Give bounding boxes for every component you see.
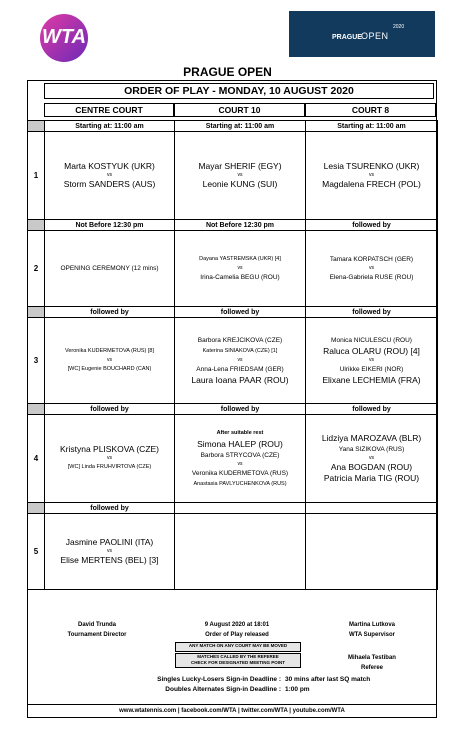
player-name: Barbora KREJCIKOVA (CZE) [197,337,283,344]
start-time-label: Not Before 12:30 pm [175,220,306,231]
versus-label: vs [237,460,243,467]
time-row [28,220,438,231]
wta-logo-text: WTA [41,26,87,48]
match-cell-content [45,161,174,190]
start-time-label [306,503,438,514]
match-cell-content [175,428,305,490]
time-row [28,503,438,514]
court-header-court10: COURT 10 [174,103,305,117]
wta-logo [26,12,102,64]
versus-label: vs [369,455,374,461]
match-cell [306,318,438,404]
player-name: Monica NICULESCU (ROU) [331,337,412,344]
player-name: Katerina SINIAKOVA (CZE) [1] [202,348,278,354]
row-num-spacer [28,220,45,231]
player-name: Leonie KUNG (SUI) [202,179,278,189]
match-cell-content [306,161,437,190]
versus-label: vs [369,357,374,363]
player-name: Simona HALEP (ROU) [197,438,283,449]
prague-logo-year: 2020 [393,24,405,30]
match-cell-content [306,433,437,484]
released-label: Order of Play released [205,632,269,638]
referee-note [175,653,301,668]
match-row [28,231,438,307]
player-name: Dayana YASTREMSKA (UKR) [4] [199,256,281,262]
player-name: Elixane LECHEMIA (FRA) [322,375,421,385]
versus-label: vs [107,455,112,461]
match-number: 5 [28,514,45,590]
row-num-spacer [28,404,45,415]
player-name: Irina-Camelia BEGU (ROU) [200,274,280,281]
player-name: Lidziya MAROZAVA (BLR) [321,433,422,443]
player-name: Ulrikke EIKERI (NOR) [339,366,404,373]
start-time-label: followed by [175,307,306,318]
match-row [28,514,438,590]
versus-label: vs [237,172,243,178]
player-name: Mayar SHERIF (EGY) [198,161,282,171]
row-num-spacer [28,307,45,318]
match-cell-content [306,254,437,283]
match-cell-content [175,335,305,386]
doubles-deadline-label: Doubles Alternates Sign-in Deadline : [165,686,281,693]
moved-note: ANY MATCH ON ANY COURT MAY BE MOVED [175,642,301,652]
match-cell [175,231,306,307]
player-name: Kristyna PLISKOVA (CZE) [59,444,160,454]
match-cell [175,318,306,404]
prague-logo-text: PRAGUE [332,34,362,41]
doubles-deadline-value: 1:00 pm [285,686,310,693]
player-name: Anna-Lena FRIEDSAM (GER) [196,366,284,373]
start-time-label: followed by [45,307,175,318]
schedule-table [27,120,438,590]
match-cell [45,318,175,404]
player-name: Veronika KUDERMETOVA (RUS) [8] [64,348,155,354]
versus-label: vs [107,172,112,178]
start-time-label: followed by [306,404,438,415]
start-time-label: followed by [45,404,175,415]
match-cell [45,415,175,503]
start-time-label: Starting at: 11:00 am [45,121,175,132]
match-cell-content [306,335,437,386]
match-cell [306,231,438,307]
match-cell [45,132,175,220]
player-name: Patricia Maria TIG (ROU) [323,473,420,483]
player-name: Raluca OLARU (ROU) [4] [323,346,420,356]
match-number: 2 [28,231,45,307]
match-number: 4 [28,415,45,503]
player-name: Tamara KORPATSCH (GER) [329,256,414,263]
referee-title: Referee [360,665,383,671]
player-name: [WC] Linda FRUHVIRTOVA (CZE) [67,464,152,470]
match-cell [306,514,438,590]
player-name: Yana SIZIKOVA (RUS) [338,446,405,453]
start-time-label: Not Before 12:30 pm [45,220,175,231]
start-time-label: Starting at: 11:00 am [306,121,438,132]
versus-label: vs [237,265,243,271]
versus-label: vs [107,548,112,554]
player-name: Ana BOGDAN (ROU) [330,462,413,472]
match-cell-content [175,161,305,190]
match-note: After suitable rest [216,429,264,436]
match-row [28,132,438,220]
versus-label: vs [369,172,374,178]
row-num-spacer [28,503,45,514]
player-name: Magdalena FRECH (POL) [322,179,421,189]
match-cell-content [45,537,174,566]
time-row [28,307,438,318]
singles-deadline-value: 30 mins after last SQ match [285,676,371,683]
player-name: Barbora STRYCOVA (CZE) [200,451,280,459]
singles-deadline-label: Singles Lucky-Losers Sign-in Deadline : [157,676,281,683]
match-cell [306,415,438,503]
player-name: Elise MERTENS (BEL) [3] [60,555,159,565]
match-number: 3 [28,318,45,404]
player-name: Veronika KUDERMETOVA (RUS) [191,469,289,477]
player-name: Jasmine PAOLINI (ITA) [65,537,154,547]
social-links: www.wtatennis.com | facebook.com/WTA | twitter.com/WTA | youtube.com/WTA [27,704,437,719]
start-time-label: followed by [45,503,175,514]
player-name: Marta KOSTYUK (UKR) [64,161,155,171]
released-time: 9 August 2020 at 18:01 [204,622,270,628]
court-header-centre: CENTRE COURT [44,103,174,117]
start-time-label: followed by [306,220,438,231]
match-cell-content [45,444,174,473]
referee-note-line2: CHECK FOR DESIGNATED MEETING POINT [191,660,285,665]
match-number: 1 [28,132,45,220]
referee-note-line1: MATCHES CALLED BY THE REFEREE [197,654,279,659]
versus-label: vs [107,357,112,363]
player-name: OPENING CEREMONY (12 mins) [60,265,159,272]
match-cell [45,231,175,307]
match-row [28,415,438,503]
match-cell [45,514,175,590]
footer [27,622,437,704]
player-name: Elena-Gabriela RUSE (ROU) [329,274,414,281]
prague-open-logo [289,11,435,57]
match-cell-content [45,346,174,375]
prague-logo-open: OPEN [361,31,389,41]
match-cell-content [45,263,174,274]
row-num-spacer [28,121,45,132]
referee-name: Mihaela Testiban [348,655,396,661]
player-name: [WC] Eugenie BOUCHARD (CAN) [67,366,152,372]
match-cell-content [175,254,305,283]
versus-label: vs [237,357,243,363]
order-of-play-subtitle: ORDER OF PLAY - MONDAY, 10 AUGUST 2020 [44,83,434,99]
start-time-label: followed by [175,404,306,415]
match-cell [306,132,438,220]
supervisor-title: WTA Supervisor [348,632,395,638]
player-name: Storm SANDERS (AUS) [63,179,156,189]
supervisor-name: Martina Lutkova [348,622,395,628]
time-row [28,404,438,415]
start-time-label [175,503,306,514]
court-header-court8: COURT 8 [305,103,436,117]
match-cell [175,514,306,590]
time-row [28,121,438,132]
start-time-label: Starting at: 11:00 am [175,121,306,132]
start-time-label: followed by [306,307,438,318]
director-title: Tournament Director [67,632,127,638]
match-row [28,318,438,404]
versus-label: vs [369,265,374,271]
player-name: Laura Ioana PAAR (ROU) [191,375,289,385]
match-cell [175,132,306,220]
page-title: PRAGUE OPEN [183,65,272,79]
player-name: Lesia TSURENKO (UKR) [323,161,420,171]
player-name: Anastasia PAVLYUCHENKOVA (RUS) [193,480,287,487]
match-cell [175,415,306,503]
director-name: David Trunda [77,622,116,628]
